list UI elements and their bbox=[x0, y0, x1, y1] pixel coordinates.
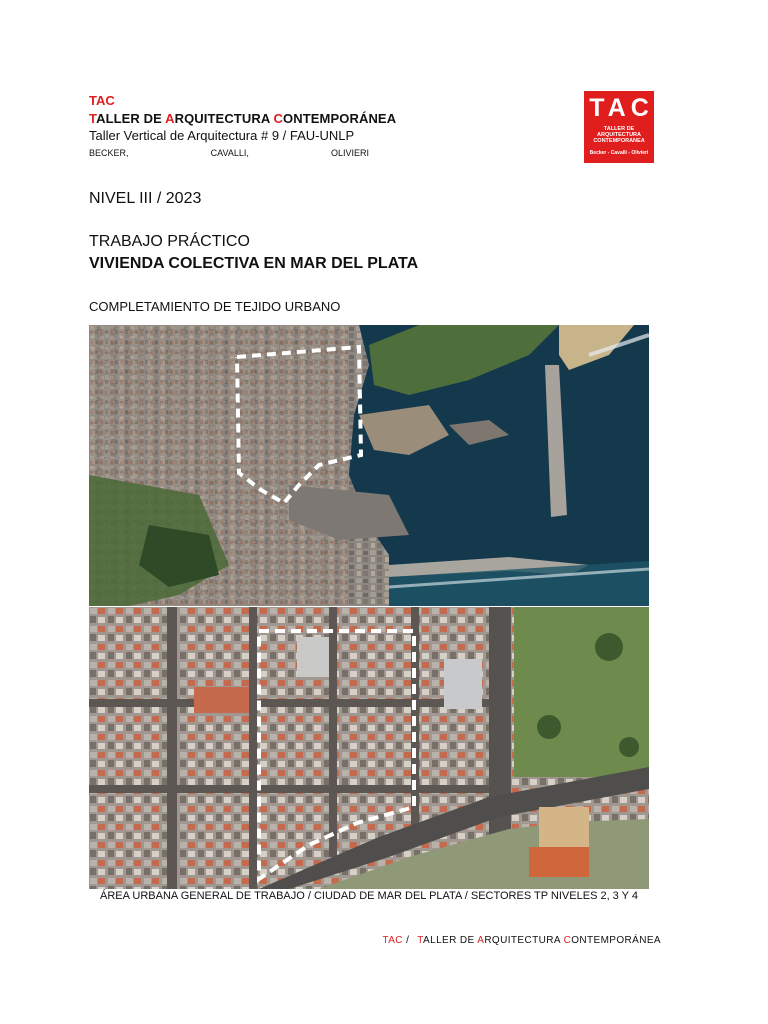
title-initial-a: A bbox=[165, 111, 175, 126]
header-tac: TAC bbox=[89, 93, 115, 108]
subject-title: COMPLETAMIENTO DE TEJIDO URBANO bbox=[89, 299, 341, 314]
footer-tac: TAC bbox=[382, 935, 403, 946]
assignment-line-1: TRABAJO PRÁCTICO bbox=[89, 233, 250, 250]
title-word-arquitectura: RQUITECTURA bbox=[174, 111, 274, 126]
header-names bbox=[89, 148, 369, 158]
name-becker: BECKER, bbox=[89, 148, 129, 158]
footer-word-contemporanea: ONTEMPORÁNEA bbox=[571, 935, 661, 946]
assignment-line-2: VIVIENDA COLECTIVA EN MAR DEL PLATA bbox=[89, 255, 419, 272]
footer-initial-c: C bbox=[563, 935, 572, 946]
logo-line-2: CONTEMPORANEA bbox=[593, 138, 645, 144]
footer bbox=[382, 935, 661, 946]
logo-subtitle bbox=[584, 126, 654, 144]
aerial-map-port bbox=[89, 325, 649, 606]
title-word-taller: ALLER DE bbox=[96, 111, 166, 126]
tac-logo bbox=[584, 91, 654, 163]
level-title: NIVEL III / 2023 bbox=[89, 190, 202, 207]
header-subtitle: Taller Vertical de Arquitectura # 9 / FAU-UNLP bbox=[89, 128, 355, 143]
title-initial-c: C bbox=[273, 111, 284, 126]
name-cavalli: CAVALLI, bbox=[210, 148, 249, 158]
aerial-map-blocks bbox=[89, 607, 649, 889]
logo-letters: TAC bbox=[589, 94, 654, 122]
title-word-contemporanea: ONTEMPORÁNEA bbox=[283, 111, 397, 126]
title-initial-t: T bbox=[89, 111, 97, 126]
footer-initial-a: A bbox=[477, 935, 485, 946]
map-caption: ÁREA URBANA GENERAL DE TRABAJO / CIUDAD DE MAR DEL PLATA / SECTORES TP NIVELES 2, 3 Y 4 bbox=[100, 890, 638, 902]
logo-line-1: TALLER DE ARQUITECTURA bbox=[597, 126, 641, 138]
header-title bbox=[89, 111, 396, 126]
logo-authors: Becker - Cavalli - Olivieri bbox=[589, 150, 649, 156]
footer-word-arquitectura: RQUITECTURA bbox=[484, 935, 564, 946]
name-olivieri: OLIVIERI bbox=[330, 148, 369, 158]
footer-initial-t: T bbox=[417, 935, 424, 946]
footer-word-taller: ALLER DE bbox=[423, 935, 478, 946]
footer-sep: / bbox=[402, 935, 410, 946]
